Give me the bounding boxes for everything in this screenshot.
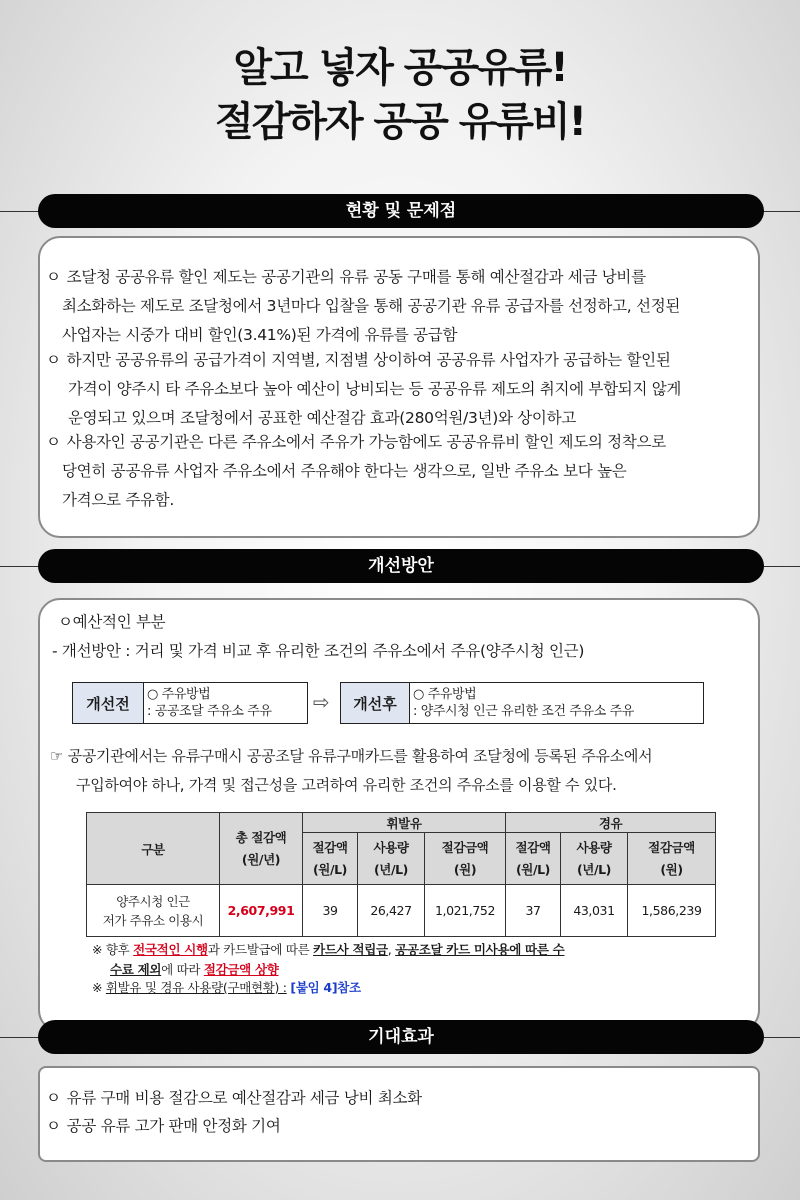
pointer-paragraph: ☞ 공공기관에서는 유류구매시 공공조달 유류구매카드를 활용하여 조달청에 등록된 주유소에서 구입하여야 하나, 가격 및 접근성을 고려하여 유리한 조건의 주유소를 이용할 수 있다. [50, 747, 653, 794]
table-cell: 39 [303, 885, 358, 937]
effect-item-1: ㅇ 유류 구매 비용 절감으로 예산절감과 세금 낭비 최소화 [46, 1084, 422, 1113]
section-line-right [762, 1037, 800, 1038]
table-header-saving-per-l: 절감액 (원/L) [303, 833, 358, 885]
bullet-icon: ㅇ [46, 433, 61, 451]
improvement-method: - 개선방안 : 거리 및 가격 비교 후 유리한 조건의 주유소에서 주유(양주시청 인근) [52, 642, 585, 660]
before-text: ○ 주유방법 : 공공조달 주유소 주유 [147, 687, 272, 719]
table-row-label: 양주시청 인근 저가 주유소 이용시 [87, 885, 220, 937]
section-header-effect: 기대효과 [38, 1020, 764, 1054]
note-1: ※ 향후 전국적인 시행과 카드발급에 따른 카드사 적립금, 공공조달 카드 미사용에 따른 수 수료 제외에 따라 절감금액 상향 [92, 942, 565, 977]
page-title-line2: 절감하자 공공 유류비! [215, 99, 585, 145]
status-item-3: ㅇ 사용자인 공공기관은 다른 주유소에서 주유가 가능함에도 공공유류비 할인 제도의 정착으로 당연히 공공유류 사업자 주유소에서 주유해야 한다는 생각으로, 일반 주유소 보다 높은 가격으로 주유함. [46, 428, 666, 515]
arrow-right-icon: ⇨ [313, 690, 330, 714]
table-header-diesel: 경유 [506, 813, 716, 833]
table-header-saving-per-l: 절감액 (원/L) [506, 833, 561, 885]
section-line-left [0, 1037, 40, 1038]
table-header-saving-amount: 절감금액 (원) [628, 833, 716, 885]
effect-item-2: ㅇ 공공 유류 고가 판매 안정화 기여 [46, 1112, 281, 1141]
bullet-icon: ㅇ [46, 1089, 61, 1107]
table-header-category: 구분 [87, 813, 220, 885]
section-line-right [762, 566, 800, 567]
table-header-gasoline: 휘발유 [303, 813, 506, 833]
table-cell: 1,021,752 [425, 885, 506, 937]
after-box [340, 682, 704, 724]
note-2: ※ 휘발유 및 경유 사용량(구매현황) : [붙임 4]참조 [92, 980, 361, 995]
after-text: ○ 주유방법 : 양주시청 인근 유리한 조건 주유소 주유 [413, 687, 634, 719]
table-header-total: 총 절감액 (원/년) [220, 813, 303, 885]
page-title-line1: 알고 넣자 공공유류! [233, 45, 567, 91]
table-row [87, 885, 716, 937]
savings-table [86, 812, 716, 937]
before-label: 개선전 [73, 683, 144, 723]
before-box [72, 682, 308, 724]
section-line-left [0, 211, 40, 212]
table-cell: 43,031 [561, 885, 628, 937]
improvement-subheading: ㅇ예산적인 부분 [58, 613, 166, 631]
after-label: 개선후 [341, 683, 410, 723]
section-line-right [762, 211, 800, 212]
section-header-status: 현황 및 문제점 [38, 194, 764, 228]
table-cell: 1,586,239 [628, 885, 716, 937]
table-cell-total: 2,607,991 [220, 885, 303, 937]
status-item-1: ㅇ 조달청 공공유류 할인 제도는 공공기관의 유류 공동 구매를 통해 예산절감과 세금 낭비를 최소화하는 제도로 조달청에서 3년마다 입찰을 통해 공공기관 유류 공급자를 선정하고, 선정된 사업자는 시중가 대비 할인(3.41%)된 가격에 유류를 공급함 [46, 263, 680, 350]
bullet-icon: ㅇ [46, 1117, 61, 1135]
table-header-usage: 사용량 (년/L) [358, 833, 425, 885]
bullet-icon: ㅇ [46, 268, 61, 286]
pointing-hand-icon: ☞ [50, 747, 64, 765]
table-cell: 37 [506, 885, 561, 937]
section-line-left [0, 566, 40, 567]
bullet-icon: ㅇ [46, 351, 61, 369]
section-header-improvement: 개선방안 [38, 549, 764, 583]
status-item-2: ㅇ 하지만 공공유류의 공급가격이 지역별, 지점별 상이하여 공공유류 사업자가 공급하는 할인된 가격이 양주시 타 주유소보다 높아 예산이 낭비되는 등 공공유류 제도의 취지에 부합되지 않게 운영되고 있으며 조달청에서 공표한 예산절감 효과(280억원/3년)와 상이하고 [46, 346, 681, 433]
table-header-saving-amount: 절감금액 (원) [425, 833, 506, 885]
table-header-usage: 사용량 (년/L) [561, 833, 628, 885]
table-cell: 26,427 [358, 885, 425, 937]
